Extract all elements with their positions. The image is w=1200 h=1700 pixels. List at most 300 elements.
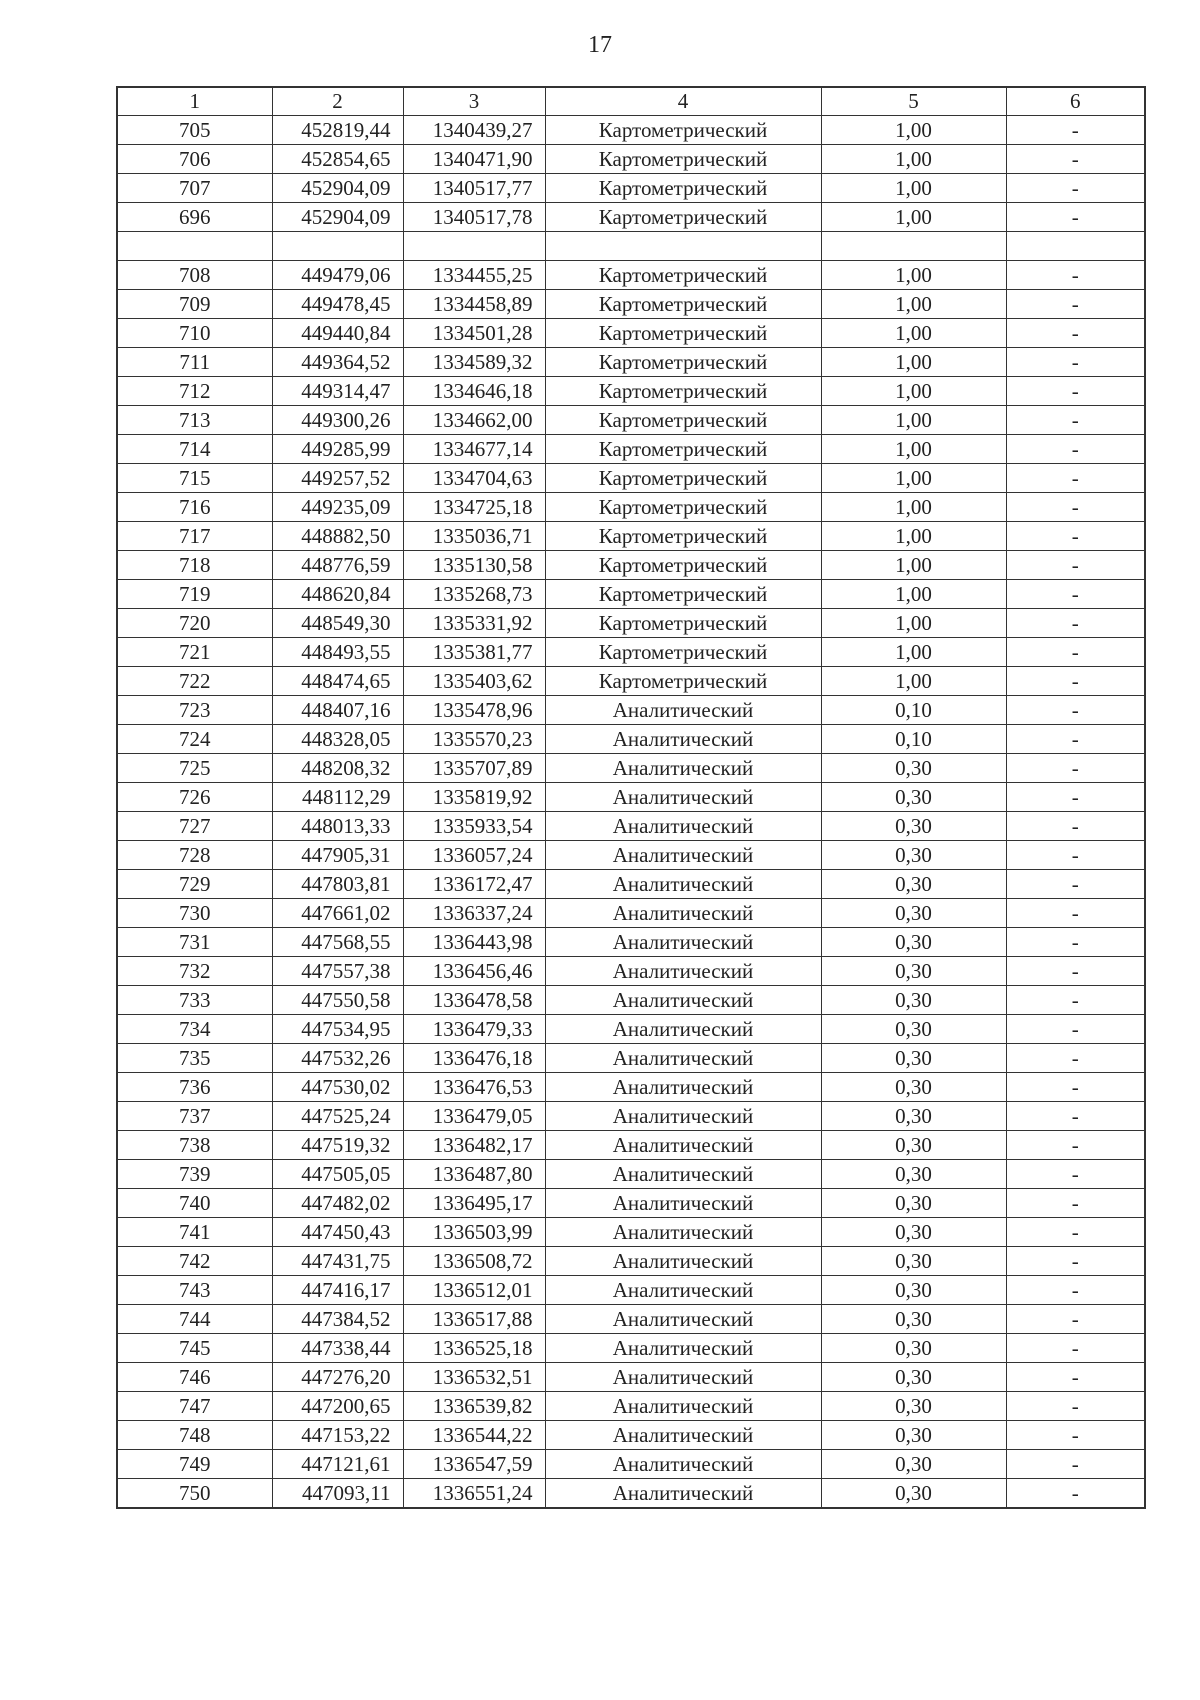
cell-point-number: 736 xyxy=(117,1073,272,1102)
cell-y-coordinate: 1336476,18 xyxy=(403,1044,545,1073)
table-row xyxy=(117,1276,1145,1305)
cell-method: Аналитический xyxy=(545,986,821,1015)
cell-y-coordinate: 1336544,22 xyxy=(403,1421,545,1450)
cell-method: Аналитический xyxy=(545,870,821,899)
cell-x-coordinate: 448407,16 xyxy=(272,696,403,725)
cell-y-coordinate: 1335130,58 xyxy=(403,551,545,580)
cell-method: Аналитический xyxy=(545,1305,821,1334)
cell-accuracy: 0,10 xyxy=(821,725,1006,754)
cell-point-number: 710 xyxy=(117,319,272,348)
cell-point-number: 718 xyxy=(117,551,272,580)
cell-note: - xyxy=(1006,1015,1145,1044)
cell-y-coordinate: 1336495,17 xyxy=(403,1189,545,1218)
cell-point-number: 709 xyxy=(117,290,272,319)
cell-note: - xyxy=(1006,116,1145,145)
table-row xyxy=(117,1160,1145,1189)
cell-x-coordinate: 452854,65 xyxy=(272,145,403,174)
cell-method: Аналитический xyxy=(545,1102,821,1131)
cell-x-coordinate: 448620,84 xyxy=(272,580,403,609)
cell-accuracy: 0,30 xyxy=(821,1131,1006,1160)
cell-x-coordinate: 447550,58 xyxy=(272,986,403,1015)
cell-y-coordinate: 1336503,99 xyxy=(403,1218,545,1247)
cell-accuracy: 1,00 xyxy=(821,667,1006,696)
cell-note: - xyxy=(1006,1189,1145,1218)
cell-y-coordinate: 1336172,47 xyxy=(403,870,545,899)
cell-note: - xyxy=(1006,319,1145,348)
table-row xyxy=(117,1102,1145,1131)
cell-method: Картометрический xyxy=(545,580,821,609)
cell-method: Аналитический xyxy=(545,1392,821,1421)
cell-accuracy: 0,30 xyxy=(821,957,1006,986)
cell-method: Картометрический xyxy=(545,609,821,638)
cell-point-number: 748 xyxy=(117,1421,272,1450)
cell-y-coordinate: 1335819,92 xyxy=(403,783,545,812)
cell-y-coordinate: 1335570,23 xyxy=(403,725,545,754)
cell-y-coordinate: 1334501,28 xyxy=(403,319,545,348)
table-row xyxy=(117,783,1145,812)
table-row xyxy=(117,667,1145,696)
cell-accuracy: 0,30 xyxy=(821,1044,1006,1073)
table-body xyxy=(117,116,1145,1509)
cell-point-number: 711 xyxy=(117,348,272,377)
table-row xyxy=(117,580,1145,609)
column-header-point-number: 1 xyxy=(117,87,272,116)
cell-accuracy: 1,00 xyxy=(821,493,1006,522)
cell-note: - xyxy=(1006,1218,1145,1247)
column-header-method: 4 xyxy=(545,87,821,116)
cell-y-coordinate: 1335381,77 xyxy=(403,638,545,667)
cell-y-coordinate: 1334704,63 xyxy=(403,464,545,493)
cell-x-coordinate: 449478,45 xyxy=(272,290,403,319)
cell-y-coordinate: 1335403,62 xyxy=(403,667,545,696)
cell-point-number: 716 xyxy=(117,493,272,522)
cell-x-coordinate: 447384,52 xyxy=(272,1305,403,1334)
cell-note: - xyxy=(1006,1392,1145,1421)
cell-y-coordinate: 1336532,51 xyxy=(403,1363,545,1392)
cell-method: Аналитический xyxy=(545,957,821,986)
cell-note: - xyxy=(1006,1044,1145,1073)
cell-point-number: 738 xyxy=(117,1131,272,1160)
cell-accuracy: 0,30 xyxy=(821,1102,1006,1131)
table-row xyxy=(117,174,1145,203)
table-row xyxy=(117,1334,1145,1363)
cell-method: Картометрический xyxy=(545,174,821,203)
cell-method: Картометрический xyxy=(545,493,821,522)
cell-note: - xyxy=(1006,1305,1145,1334)
cell-y-coordinate: 1334677,14 xyxy=(403,435,545,464)
cell-point-number: 717 xyxy=(117,522,272,551)
cell-method: Аналитический xyxy=(545,696,821,725)
cell-method: Картометрический xyxy=(545,667,821,696)
cell-y-coordinate: 1336057,24 xyxy=(403,841,545,870)
cell-point-number: 720 xyxy=(117,609,272,638)
cell-point-number: 731 xyxy=(117,928,272,957)
table-row xyxy=(117,1305,1145,1334)
cell-note: - xyxy=(1006,145,1145,174)
table-row xyxy=(117,1044,1145,1073)
cell-x-coordinate: 448112,29 xyxy=(272,783,403,812)
cell-x-coordinate: 448493,55 xyxy=(272,638,403,667)
cell-note: - xyxy=(1006,696,1145,725)
cell-accuracy: 1,00 xyxy=(821,377,1006,406)
cell-point-number: 745 xyxy=(117,1334,272,1363)
table-row xyxy=(117,1421,1145,1450)
cell-note: - xyxy=(1006,464,1145,493)
cell-accuracy: 1,00 xyxy=(821,203,1006,232)
cell-method: Аналитический xyxy=(545,1189,821,1218)
cell-note: - xyxy=(1006,174,1145,203)
cell-note: - xyxy=(1006,551,1145,580)
column-header-x-coordinate: 2 xyxy=(272,87,403,116)
cell-point-number: 737 xyxy=(117,1102,272,1131)
cell-method xyxy=(545,232,821,261)
cell-point-number: 727 xyxy=(117,812,272,841)
cell-x-coordinate: 447505,05 xyxy=(272,1160,403,1189)
cell-y-coordinate: 1335478,96 xyxy=(403,696,545,725)
table-row xyxy=(117,841,1145,870)
cell-y-coordinate: 1336547,59 xyxy=(403,1450,545,1479)
cell-point-number: 696 xyxy=(117,203,272,232)
cell-point-number: 733 xyxy=(117,986,272,1015)
cell-method: Аналитический xyxy=(545,1044,821,1073)
cell-y-coordinate: 1336456,46 xyxy=(403,957,545,986)
cell-point-number: 746 xyxy=(117,1363,272,1392)
cell-x-coordinate: 452819,44 xyxy=(272,116,403,145)
cell-method: Аналитический xyxy=(545,1479,821,1509)
cell-note: - xyxy=(1006,812,1145,841)
cell-accuracy: 1,00 xyxy=(821,638,1006,667)
cell-point-number: 714 xyxy=(117,435,272,464)
cell-x-coordinate: 447200,65 xyxy=(272,1392,403,1421)
cell-method: Аналитический xyxy=(545,783,821,812)
table-row xyxy=(117,551,1145,580)
cell-accuracy: 1,00 xyxy=(821,174,1006,203)
cell-method: Аналитический xyxy=(545,1363,821,1392)
cell-method: Аналитический xyxy=(545,1450,821,1479)
column-header-note: 6 xyxy=(1006,87,1145,116)
cell-x-coordinate: 448208,32 xyxy=(272,754,403,783)
cell-y-coordinate: 1336525,18 xyxy=(403,1334,545,1363)
cell-x-coordinate: 447568,55 xyxy=(272,928,403,957)
cell-accuracy: 0,30 xyxy=(821,1218,1006,1247)
cell-note: - xyxy=(1006,1363,1145,1392)
cell-method: Картометрический xyxy=(545,638,821,667)
cell-x-coordinate: 447121,61 xyxy=(272,1450,403,1479)
cell-note: - xyxy=(1006,638,1145,667)
cell-accuracy: 0,30 xyxy=(821,1015,1006,1044)
cell-accuracy: 0,30 xyxy=(821,1160,1006,1189)
cell-note: - xyxy=(1006,435,1145,464)
cell-x-coordinate: 447661,02 xyxy=(272,899,403,928)
cell-point-number: 719 xyxy=(117,580,272,609)
cell-y-coordinate: 1336512,01 xyxy=(403,1276,545,1305)
cell-method: Картометрический xyxy=(545,551,821,580)
cell-x-coordinate: 449364,52 xyxy=(272,348,403,377)
cell-point-number: 743 xyxy=(117,1276,272,1305)
cell-point-number: 707 xyxy=(117,174,272,203)
cell-method: Картометрический xyxy=(545,261,821,290)
cell-method: Картометрический xyxy=(545,348,821,377)
cell-y-coordinate: 1335331,92 xyxy=(403,609,545,638)
cell-x-coordinate: 447153,22 xyxy=(272,1421,403,1450)
cell-method: Аналитический xyxy=(545,1218,821,1247)
cell-y-coordinate: 1334455,25 xyxy=(403,261,545,290)
cell-method: Аналитический xyxy=(545,1247,821,1276)
cell-x-coordinate: 447482,02 xyxy=(272,1189,403,1218)
cell-method: Картометрический xyxy=(545,116,821,145)
table-row xyxy=(117,203,1145,232)
cell-y-coordinate: 1336487,80 xyxy=(403,1160,545,1189)
cell-x-coordinate: 447534,95 xyxy=(272,1015,403,1044)
cell-x-coordinate: 452904,09 xyxy=(272,203,403,232)
cell-y-coordinate: 1336551,24 xyxy=(403,1479,545,1509)
cell-accuracy: 0,30 xyxy=(821,1247,1006,1276)
cell-note: - xyxy=(1006,1334,1145,1363)
table-row xyxy=(117,319,1145,348)
table-row xyxy=(117,870,1145,899)
cell-point-number: 725 xyxy=(117,754,272,783)
cell-note: - xyxy=(1006,1102,1145,1131)
table-row xyxy=(117,696,1145,725)
cell-note: - xyxy=(1006,667,1145,696)
cell-note: - xyxy=(1006,1160,1145,1189)
table-row xyxy=(117,1189,1145,1218)
table-row xyxy=(117,928,1145,957)
cell-x-coordinate: 447276,20 xyxy=(272,1363,403,1392)
cell-point-number: 741 xyxy=(117,1218,272,1247)
cell-method: Аналитический xyxy=(545,1421,821,1450)
cell-accuracy: 0,30 xyxy=(821,1479,1006,1509)
cell-note: - xyxy=(1006,261,1145,290)
cell-method: Картометрический xyxy=(545,145,821,174)
cell-accuracy: 0,30 xyxy=(821,1363,1006,1392)
cell-note: - xyxy=(1006,348,1145,377)
table-header xyxy=(117,87,1145,116)
cell-accuracy: 1,00 xyxy=(821,464,1006,493)
table-row xyxy=(117,377,1145,406)
cell-method: Картометрический xyxy=(545,435,821,464)
cell-method: Аналитический xyxy=(545,1015,821,1044)
cell-accuracy: 0,30 xyxy=(821,1189,1006,1218)
table-row xyxy=(117,899,1145,928)
cell-accuracy: 0,30 xyxy=(821,1421,1006,1450)
cell-y-coordinate: 1336479,33 xyxy=(403,1015,545,1044)
cell-y-coordinate: 1340517,78 xyxy=(403,203,545,232)
cell-accuracy: 1,00 xyxy=(821,580,1006,609)
cell-note: - xyxy=(1006,1450,1145,1479)
cell-y-coordinate: 1334662,00 xyxy=(403,406,545,435)
cell-note: - xyxy=(1006,290,1145,319)
table-row xyxy=(117,464,1145,493)
cell-y-coordinate: 1340517,77 xyxy=(403,174,545,203)
cell-point-number: 744 xyxy=(117,1305,272,1334)
cell-accuracy: 0,10 xyxy=(821,696,1006,725)
table-row xyxy=(117,725,1145,754)
cell-x-coordinate: 449314,47 xyxy=(272,377,403,406)
cell-x-coordinate: 448882,50 xyxy=(272,522,403,551)
cell-method: Картометрический xyxy=(545,290,821,319)
cell-method: Картометрический xyxy=(545,377,821,406)
table-row xyxy=(117,754,1145,783)
table-row xyxy=(117,1131,1145,1160)
cell-accuracy: 0,30 xyxy=(821,870,1006,899)
cell-accuracy: 0,30 xyxy=(821,812,1006,841)
cell-point-number: 742 xyxy=(117,1247,272,1276)
cell-method: Аналитический xyxy=(545,1073,821,1102)
cell-note: - xyxy=(1006,754,1145,783)
cell-point-number xyxy=(117,232,272,261)
table-row xyxy=(117,638,1145,667)
cell-note: - xyxy=(1006,928,1145,957)
cell-point-number: 739 xyxy=(117,1160,272,1189)
table-row xyxy=(117,406,1145,435)
cell-x-coordinate: 447557,38 xyxy=(272,957,403,986)
cell-method: Картометрический xyxy=(545,319,821,348)
table-row xyxy=(117,145,1145,174)
cell-point-number: 724 xyxy=(117,725,272,754)
cell-x-coordinate: 447431,75 xyxy=(272,1247,403,1276)
cell-method: Аналитический xyxy=(545,1131,821,1160)
cell-note: - xyxy=(1006,957,1145,986)
cell-point-number: 734 xyxy=(117,1015,272,1044)
cell-x-coordinate: 452904,09 xyxy=(272,174,403,203)
cell-note: - xyxy=(1006,1073,1145,1102)
page-number: 17 xyxy=(588,32,612,58)
cell-accuracy: 0,30 xyxy=(821,928,1006,957)
cell-point-number: 728 xyxy=(117,841,272,870)
cell-accuracy: 0,30 xyxy=(821,841,1006,870)
cell-y-coordinate: 1336443,98 xyxy=(403,928,545,957)
cell-accuracy: 1,00 xyxy=(821,290,1006,319)
cell-y-coordinate: 1335933,54 xyxy=(403,812,545,841)
cell-method: Аналитический xyxy=(545,812,821,841)
table-row xyxy=(117,261,1145,290)
table-row xyxy=(117,1363,1145,1392)
cell-note: - xyxy=(1006,580,1145,609)
cell-method: Аналитический xyxy=(545,928,821,957)
cell-accuracy: 1,00 xyxy=(821,522,1006,551)
cell-y-coordinate: 1340471,90 xyxy=(403,145,545,174)
cell-y-coordinate: 1336482,17 xyxy=(403,1131,545,1160)
cell-note: - xyxy=(1006,1276,1145,1305)
cell-note: - xyxy=(1006,899,1145,928)
cell-note: - xyxy=(1006,870,1145,899)
cell-point-number: 747 xyxy=(117,1392,272,1421)
cell-y-coordinate: 1336478,58 xyxy=(403,986,545,1015)
table-row xyxy=(117,812,1145,841)
cell-point-number: 740 xyxy=(117,1189,272,1218)
cell-method: Аналитический xyxy=(545,899,821,928)
cell-x-coordinate: 449257,52 xyxy=(272,464,403,493)
cell-x-coordinate: 448776,59 xyxy=(272,551,403,580)
cell-point-number: 726 xyxy=(117,783,272,812)
cell-accuracy: 1,00 xyxy=(821,551,1006,580)
cell-y-coordinate: 1340439,27 xyxy=(403,116,545,145)
cell-note: - xyxy=(1006,986,1145,1015)
cell-x-coordinate: 447530,02 xyxy=(272,1073,403,1102)
cell-x-coordinate: 447905,31 xyxy=(272,841,403,870)
table-row xyxy=(117,1450,1145,1479)
cell-point-number: 735 xyxy=(117,1044,272,1073)
cell-method: Аналитический xyxy=(545,1160,821,1189)
cell-x-coordinate: 447093,11 xyxy=(272,1479,403,1509)
cell-x-coordinate: 448013,33 xyxy=(272,812,403,841)
cell-point-number: 722 xyxy=(117,667,272,696)
cell-x-coordinate: 449235,09 xyxy=(272,493,403,522)
cell-note: - xyxy=(1006,377,1145,406)
cell-y-coordinate: 1335036,71 xyxy=(403,522,545,551)
cell-accuracy: 1,00 xyxy=(821,406,1006,435)
cell-note: - xyxy=(1006,522,1145,551)
cell-x-coordinate: 447338,44 xyxy=(272,1334,403,1363)
cell-method: Картометрический xyxy=(545,464,821,493)
cell-note: - xyxy=(1006,203,1145,232)
cell-method: Аналитический xyxy=(545,1334,821,1363)
cell-y-coordinate: 1336476,53 xyxy=(403,1073,545,1102)
cell-y-coordinate xyxy=(403,232,545,261)
cell-method: Аналитический xyxy=(545,841,821,870)
cell-method: Картометрический xyxy=(545,406,821,435)
cell-accuracy: 0,30 xyxy=(821,1392,1006,1421)
cell-note: - xyxy=(1006,406,1145,435)
cell-point-number: 732 xyxy=(117,957,272,986)
cell-point-number: 715 xyxy=(117,464,272,493)
cell-accuracy: 0,30 xyxy=(821,1276,1006,1305)
cell-method: Картометрический xyxy=(545,203,821,232)
header-row xyxy=(117,87,1145,116)
table-row xyxy=(117,435,1145,464)
table-row xyxy=(117,1218,1145,1247)
cell-note: - xyxy=(1006,1131,1145,1160)
cell-x-coordinate: 449285,99 xyxy=(272,435,403,464)
cell-x-coordinate xyxy=(272,232,403,261)
cell-accuracy: 1,00 xyxy=(821,261,1006,290)
cell-accuracy: 0,30 xyxy=(821,783,1006,812)
cell-y-coordinate: 1336508,72 xyxy=(403,1247,545,1276)
cell-note: - xyxy=(1006,1479,1145,1509)
cell-point-number: 712 xyxy=(117,377,272,406)
cell-x-coordinate: 447450,43 xyxy=(272,1218,403,1247)
cell-point-number: 749 xyxy=(117,1450,272,1479)
cell-accuracy: 0,30 xyxy=(821,1073,1006,1102)
cell-note: - xyxy=(1006,783,1145,812)
table-row xyxy=(117,957,1145,986)
cell-y-coordinate: 1334589,32 xyxy=(403,348,545,377)
cell-x-coordinate: 449440,84 xyxy=(272,319,403,348)
cell-method: Аналитический xyxy=(545,725,821,754)
cell-accuracy: 1,00 xyxy=(821,609,1006,638)
cell-accuracy: 0,30 xyxy=(821,754,1006,783)
cell-note: - xyxy=(1006,609,1145,638)
cell-method: Аналитический xyxy=(545,1276,821,1305)
cell-point-number: 713 xyxy=(117,406,272,435)
cell-method: Картометрический xyxy=(545,522,821,551)
table-row xyxy=(117,522,1145,551)
cell-point-number: 705 xyxy=(117,116,272,145)
table-row xyxy=(117,1015,1145,1044)
table-row xyxy=(117,493,1145,522)
cell-note xyxy=(1006,232,1145,261)
cell-point-number: 721 xyxy=(117,638,272,667)
cell-x-coordinate: 447803,81 xyxy=(272,870,403,899)
cell-y-coordinate: 1336517,88 xyxy=(403,1305,545,1334)
cell-method: Аналитический xyxy=(545,754,821,783)
cell-y-coordinate: 1336479,05 xyxy=(403,1102,545,1131)
cell-x-coordinate: 449479,06 xyxy=(272,261,403,290)
table-row xyxy=(117,348,1145,377)
cell-x-coordinate: 447519,32 xyxy=(272,1131,403,1160)
table-row xyxy=(117,1392,1145,1421)
